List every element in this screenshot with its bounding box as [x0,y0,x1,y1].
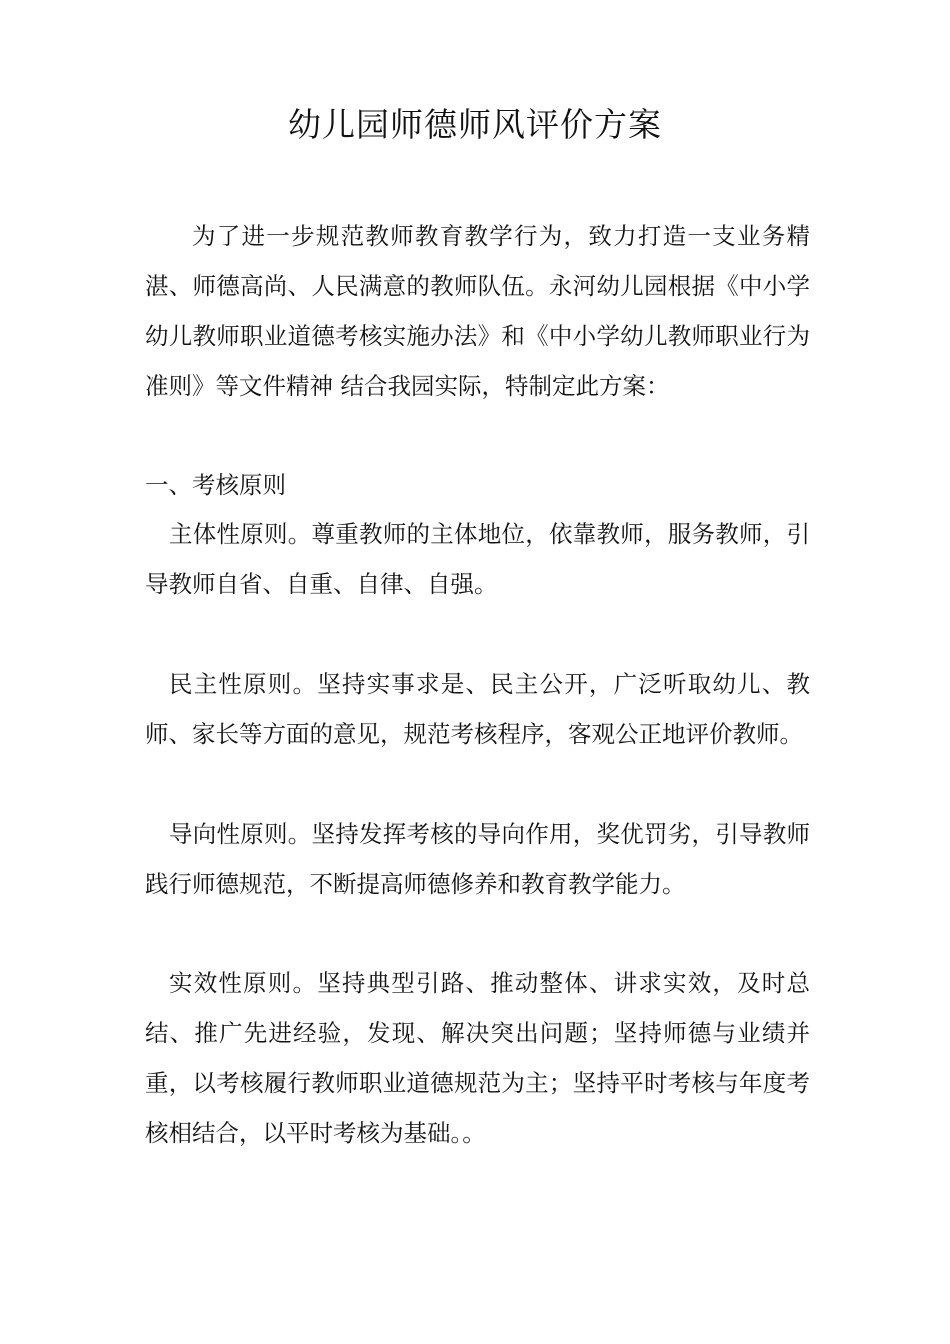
principle-democracy: 民主性原则。坚持实事求是、民主公开，广泛听取幼儿、教师、家长等方面的意见，规范考核程序，客观公正地评价教师。 [145,670,810,748]
document-title: 幼儿园师德师风评价方案 [288,105,662,144]
intro-paragraph: 为了进一步规范教师教育教学行为，致力打造一支业务精湛、师德高尚、人民满意的教师队伍。永河幼儿园根据《中小学幼儿教师职业道德考核实施办法》和《中小学幼儿教师职业行为准则》等文件精神 结合我园实际，特制定此方案： [145,222,810,400]
principle-subjectivity: 主体性原则。尊重教师的主体地位，依靠教师，服务教师，引导教师自省、自重、自律、自强。 [145,520,810,598]
section-heading-principles: 一、考核原则 [145,471,286,499]
principle-effectiveness: 实效性原则。坚持典型引路、推动整体、讲求实效，及时总结、推广先进经验，发现、解决突出问题；坚持师德与业绩并重，以考核履行教师职业道德规范为主；坚持平时考核与年度考核相结合，以平时考核为基础。。 [145,969,810,1147]
principle-guidance: 导向性原则。坚持发挥考核的导向作用，奖优罚劣，引导教师践行师德规范，不断提高师德修养和教育教学能力。 [145,820,810,898]
